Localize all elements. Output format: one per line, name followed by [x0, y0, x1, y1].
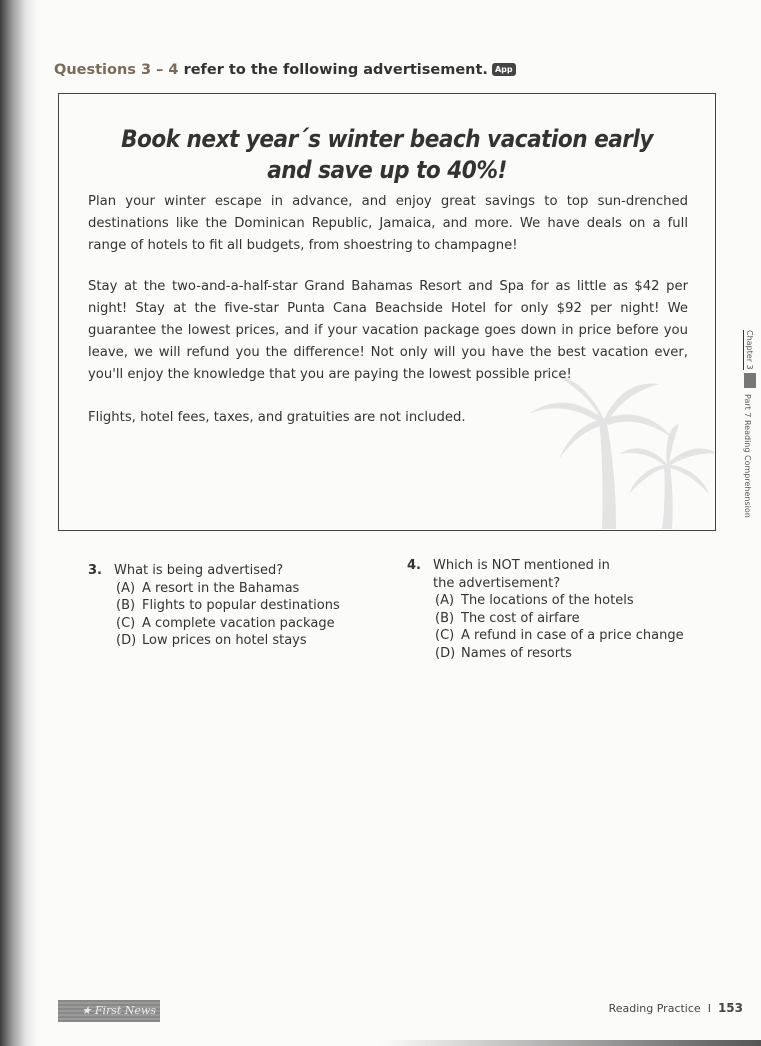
side-tab	[743, 330, 757, 530]
ad-headline-line2: and save up to 40%!	[267, 156, 507, 184]
answer-option[interactable]: (C) A complete vacation package	[116, 615, 335, 631]
chapter-label: Chapter 3	[745, 330, 754, 370]
header-text: refer to the following advertisement.	[178, 62, 488, 78]
question-stem: Which is NOT mentioned in the advertisement?	[433, 558, 610, 591]
page-footer	[609, 1001, 743, 1015]
ad-paragraph: Stay at the two-and-a-half-star Grand Bahamas Resort and Spa for as little as $42 per night! Stay at the five-star Punta Cana Beachside Hotel for only $92 per night! We guarantee the lowest prices, and if your vacation package goes down in price before you leave, we will refund you the difference! Not only will you have the best vacation ever, you'll enjoy the knowledge that you are paying the lowest possible price!	[88, 279, 688, 382]
answer-option[interactable]: (C) A refund in case of a price change	[435, 628, 684, 643]
publisher-logo: ★ First News	[58, 1000, 160, 1022]
ad-paragraph: Flights, hotel fees, taxes, and gratuities are not included.	[88, 410, 466, 425]
answer-option[interactable]: (D) Low prices on hotel stays	[116, 633, 307, 648]
answer-option[interactable]: (A) The locations of the hotels	[435, 593, 634, 608]
page-number: 153	[717, 1001, 743, 1015]
question-stem: What is being advertised?	[114, 563, 284, 578]
chapter-marker	[744, 373, 756, 388]
answer-option[interactable]: (B) Flights to popular destinations	[116, 598, 340, 613]
section-header	[54, 62, 516, 78]
part-label: Part 7 Reading Comprehension	[743, 394, 752, 518]
ad-headline	[59, 124, 715, 186]
palm-tree-icon	[524, 369, 714, 529]
question-3	[88, 562, 378, 650]
page-edge-shadow	[380, 1040, 761, 1046]
footer-separator: I	[707, 1002, 711, 1015]
app-badge-icon: App	[492, 63, 516, 76]
questions-range: Questions 3 – 4	[54, 62, 179, 78]
answer-option[interactable]: (D) Names of resorts	[435, 645, 572, 661]
ad-paragraph: Plan your winter escape in advance, and enjoy great savings to top sun-drenched destinations like the Dominican Republic, Jamaica, and more. We have deals on a full range of hotels to fit all budgets, from shoestring to champagne!	[88, 194, 688, 253]
ad-headline-line1: Book next year´s winter beach vacation early	[121, 125, 653, 153]
question-number: 4.	[407, 558, 421, 573]
section-name: Reading Practice	[608, 1002, 701, 1015]
question-4	[407, 557, 697, 662]
binding-shadow	[0, 0, 38, 1046]
answer-option[interactable]: (B) The cost of airfare	[435, 610, 580, 626]
answer-option[interactable]: (A) A resort in the Bahamas	[116, 580, 300, 596]
question-number: 3.	[88, 563, 102, 578]
advertisement-box	[58, 93, 716, 531]
